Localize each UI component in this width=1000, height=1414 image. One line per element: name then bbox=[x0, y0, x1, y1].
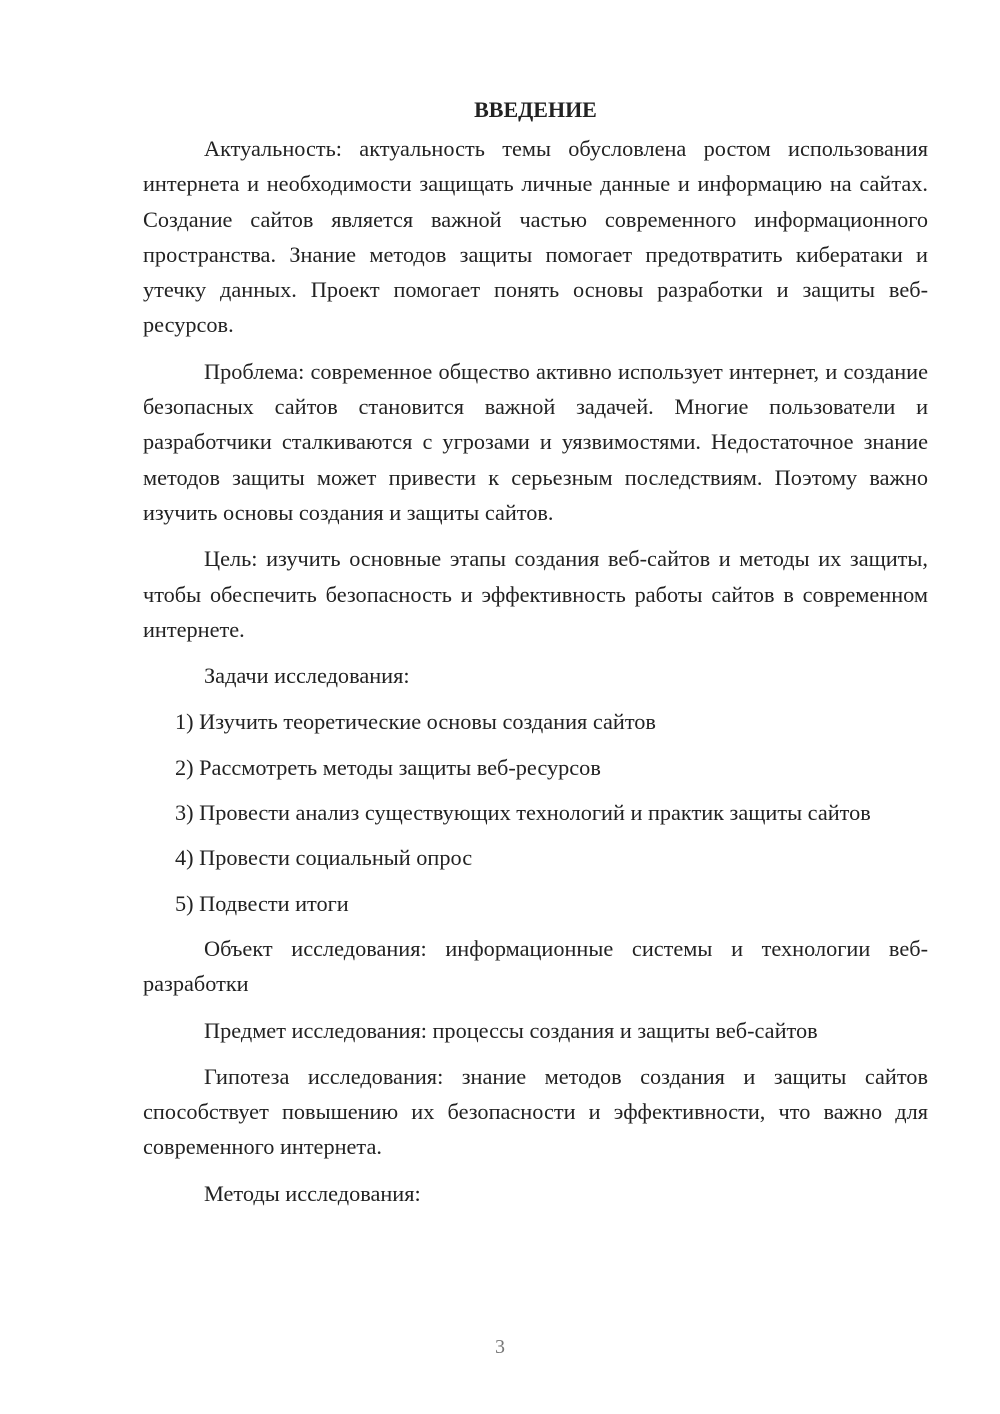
paragraph-hypothesis: Гипотеза исследования: знание методов создания и защиты сайтов способствует повышению их безопасности и эффективности, что важно для современного интернета. bbox=[143, 1063, 928, 1160]
paragraph-tasks-heading: Задачи исследования: bbox=[204, 663, 410, 689]
paragraph-problem: Проблема: современное общество активно использует интернет, и создание безопасных сайтов становится важной задачей. Многие пользователи и разработчики сталкиваются с угрозами и уязвимостями. Недостаточное знание методов защиты может привести к серьезным последствиям. Поэтому важно изучить основы создания и защиты сайтов. bbox=[143, 358, 928, 525]
page-number: 3 bbox=[495, 1336, 505, 1358]
paragraph-object: Объект исследования: информационные системы и технологии веб-разработки bbox=[143, 935, 928, 997]
paragraph-methods: Методы исследования: bbox=[204, 1180, 421, 1206]
task-item-3: 3) Провести анализ существующих технологий и практик защиты сайтов bbox=[175, 800, 871, 826]
paragraph-subject: Предмет исследования: процессы создания и защиты веб-сайтов bbox=[204, 1017, 818, 1043]
task-item-4: 4) Провести социальный опрос bbox=[175, 845, 473, 871]
task-item-1: 1) Изучить теоретические основы создания сайтов bbox=[175, 709, 656, 735]
paragraph-goal: Цель: изучить основные этапы создания веб-сайтов и методы их защиты, чтобы обеспечить безопасность и эффективность работы сайтов в современном интернете. bbox=[143, 546, 928, 642]
paragraph-relevance: Актуальность: актуальность темы обусловлена ростом использования интернета и необходимости защищать личные данные и информацию на сайтах. Создание сайтов является важной частью современного информационного пространства. Знание методов защиты помогает предотвратить кибератаки и утечку данных. Проект помогает понять основы разработки и защиты веб-ресурсов. bbox=[143, 136, 928, 338]
page-title: ВВЕДЕНИЕ bbox=[474, 97, 597, 122]
task-item-5: 5) Подвести итоги bbox=[175, 890, 349, 916]
document-body bbox=[143, 92, 928, 1222]
task-item-2: 2) Рассмотреть методы защиты веб-ресурсов bbox=[175, 754, 601, 780]
